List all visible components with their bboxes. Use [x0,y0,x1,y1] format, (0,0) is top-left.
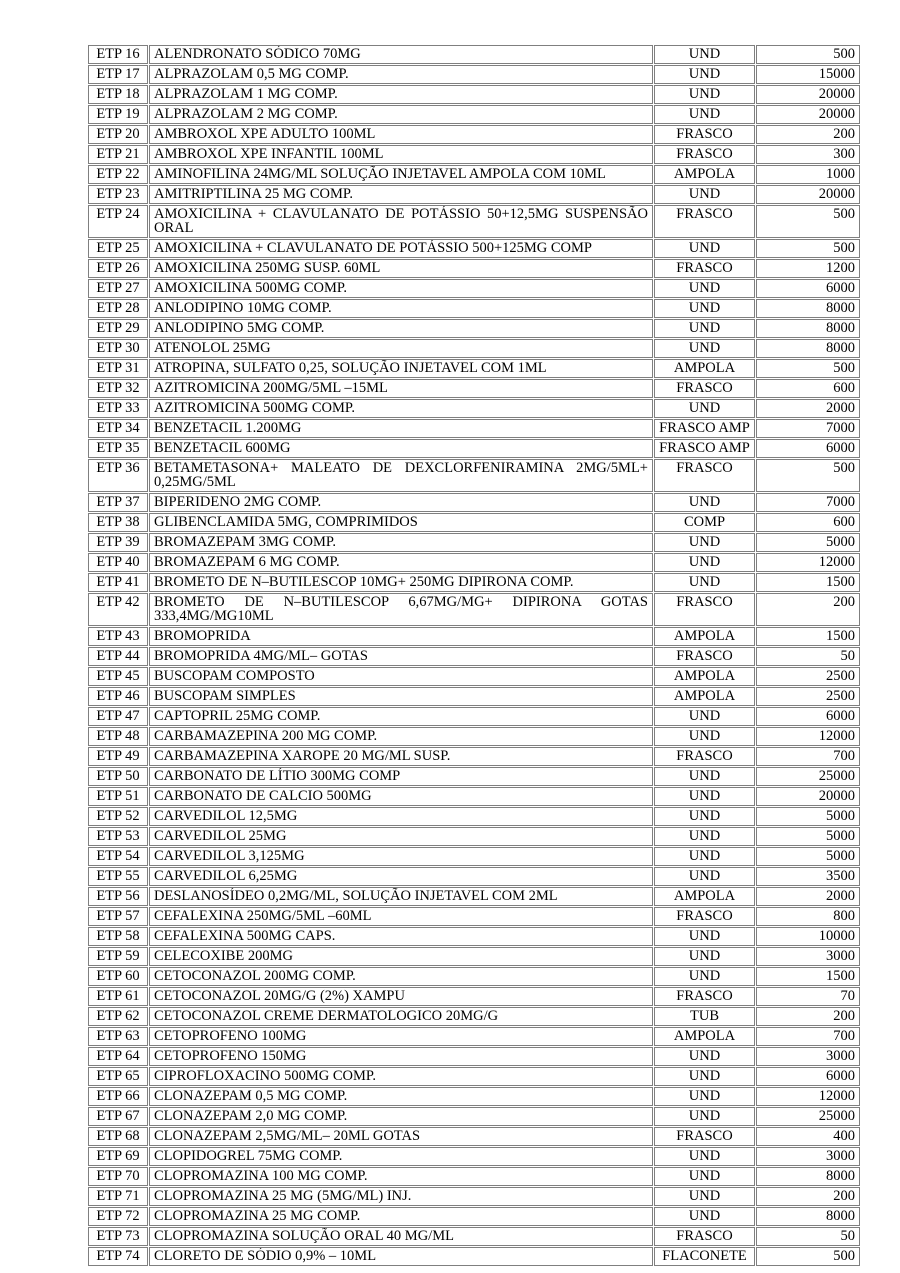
item-unit-cell: AMPOLA [654,887,755,906]
item-quantity-cell: 25000 [756,1107,860,1126]
item-description-cell: ANLODIPINO 5MG COMP. [149,319,653,338]
item-quantity-cell: 2500 [756,687,860,706]
item-description-cell: CARVEDILOL 25MG [149,827,653,846]
item-code-cell: ETP 64 [88,1047,148,1066]
item-code-cell: ETP 67 [88,1107,148,1126]
table-row [88,145,860,164]
item-code-cell: ETP 60 [88,967,148,986]
item-unit-cell: UND [654,553,755,572]
item-code-cell: ETP 68 [88,1127,148,1146]
table-row [88,513,860,532]
item-code-cell: ETP 73 [88,1227,148,1246]
table-row [88,185,860,204]
item-quantity-cell: 3000 [756,947,860,966]
item-code-cell: ETP 72 [88,1207,148,1226]
item-description-cell: BENZETACIL 600MG [149,439,653,458]
item-code-cell: ETP 70 [88,1167,148,1186]
item-unit-cell: UND [654,827,755,846]
item-unit-cell: UND [654,1047,755,1066]
item-description-cell: CETOCONAZOL 20MG/G (2%) XAMPU [149,987,653,1006]
item-code-cell: ETP 71 [88,1187,148,1206]
item-unit-cell: FRASCO [654,907,755,926]
table-row [88,967,860,986]
item-description-cell: AMBROXOL XPE INFANTIL 100ML [149,145,653,164]
item-quantity-cell: 5000 [756,827,860,846]
item-quantity-cell: 8000 [756,299,860,318]
table-row [88,647,860,666]
item-unit-cell: FLACONETE [654,1247,755,1266]
item-description-cell: CARBONATO DE LÍTIO 300MG COMP [149,767,653,786]
item-quantity-cell: 200 [756,593,860,626]
item-description-cell: CETOPROFENO 150MG [149,1047,653,1066]
table-row [88,65,860,84]
item-quantity-cell: 20000 [756,185,860,204]
item-description-cell: AMOXICILINA + CLAVULANATO DE POTÁSSIO 500+125MG COMP [149,239,653,258]
item-quantity-cell: 3500 [756,867,860,886]
table-row [88,239,860,258]
item-unit-cell: UND [654,399,755,418]
table-row [88,45,860,64]
table-row [88,593,860,626]
item-description-cell: BIPERIDENO 2MG COMP. [149,493,653,512]
item-quantity-cell: 20000 [756,85,860,104]
item-unit-cell: UND [654,45,755,64]
item-description-cell: CARBONATO DE CALCIO 500MG [149,787,653,806]
item-code-cell: ETP 28 [88,299,148,318]
item-unit-cell: UND [654,493,755,512]
item-unit-cell: FRASCO [654,259,755,278]
item-unit-cell: FRASCO [654,379,755,398]
item-quantity-cell: 2500 [756,667,860,686]
table-row [88,259,860,278]
table-row [88,1007,860,1026]
item-description-cell: CETOCONAZOL 200MG COMP. [149,967,653,986]
item-code-cell: ETP 52 [88,807,148,826]
item-unit-cell: AMPOLA [654,165,755,184]
item-quantity-cell: 500 [756,45,860,64]
item-code-cell: ETP 38 [88,513,148,532]
item-unit-cell: UND [654,339,755,358]
item-unit-cell: UND [654,967,755,986]
table-row [88,105,860,124]
item-code-cell: ETP 61 [88,987,148,1006]
item-code-cell: ETP 53 [88,827,148,846]
item-description-cell: CIPROFLOXACINO 500MG COMP. [149,1067,653,1086]
item-code-cell: ETP 19 [88,105,148,124]
item-code-cell: ETP 48 [88,727,148,746]
item-quantity-cell: 15000 [756,65,860,84]
item-quantity-cell: 600 [756,513,860,532]
item-unit-cell: UND [654,807,755,826]
item-unit-cell: AMPOLA [654,1027,755,1046]
item-unit-cell: UND [654,1067,755,1086]
item-description-cell: ATENOLOL 25MG [149,339,653,358]
item-quantity-cell: 800 [756,907,860,926]
table-row [88,553,860,572]
item-code-cell: ETP 69 [88,1147,148,1166]
table-row [88,379,860,398]
item-unit-cell: UND [654,299,755,318]
item-unit-cell: UND [654,185,755,204]
item-description-cell: BROMOPRIDA [149,627,653,646]
item-quantity-cell: 8000 [756,339,860,358]
item-description-cell: ANLODIPINO 10MG COMP. [149,299,653,318]
item-unit-cell: UND [654,707,755,726]
item-quantity-cell: 8000 [756,319,860,338]
table-row [88,987,860,1006]
item-unit-cell: FRASCO [654,125,755,144]
table-row [88,85,860,104]
item-description-cell: CLOPROMAZINA SOLUÇÃO ORAL 40 MG/ML [149,1227,653,1246]
item-code-cell: ETP 24 [88,205,148,238]
item-quantity-cell: 7000 [756,419,860,438]
item-quantity-cell: 500 [756,1247,860,1266]
item-quantity-cell: 1000 [756,165,860,184]
item-unit-cell: UND [654,1107,755,1126]
item-description-cell: GLIBENCLAMIDA 5MG, COMPRIMIDOS [149,513,653,532]
item-code-cell: ETP 62 [88,1007,148,1026]
item-description-cell: ALPRAZOLAM 1 MG COMP. [149,85,653,104]
table-row [88,573,860,592]
item-code-cell: ETP 17 [88,65,148,84]
table-row [88,165,860,184]
item-description-cell: CLONAZEPAM 2,0 MG COMP. [149,1107,653,1126]
item-quantity-cell: 5000 [756,807,860,826]
item-code-cell: ETP 50 [88,767,148,786]
table-row [88,927,860,946]
item-unit-cell: AMPOLA [654,687,755,706]
item-code-cell: ETP 49 [88,747,148,766]
item-description-cell: ATROPINA, SULFATO 0,25, SOLUÇÃO INJETAVEL COM 1ML [149,359,653,378]
item-quantity-cell: 50 [756,1227,860,1246]
item-unit-cell: COMP [654,513,755,532]
item-code-cell: ETP 34 [88,419,148,438]
item-code-cell: ETP 23 [88,185,148,204]
item-description-cell: BENZETACIL 1.200MG [149,419,653,438]
item-quantity-cell: 2000 [756,399,860,418]
item-code-cell: ETP 20 [88,125,148,144]
item-unit-cell: AMPOLA [654,627,755,646]
item-description-cell: ALENDRONATO SÓDICO 70MG [149,45,653,64]
item-description-cell: CLOPROMAZINA 100 MG COMP. [149,1167,653,1186]
item-unit-cell: UND [654,787,755,806]
item-description-cell: AZITROMICINA 200MG/5ML –15ML [149,379,653,398]
item-description-cell: AMITRIPTILINA 25 MG COMP. [149,185,653,204]
item-quantity-cell: 200 [756,1007,860,1026]
item-unit-cell: FRASCO [654,1227,755,1246]
table-row [88,1107,860,1126]
table-row [88,787,860,806]
item-code-cell: ETP 63 [88,1027,148,1046]
item-unit-cell: FRASCO [654,647,755,666]
item-quantity-cell: 3000 [756,1147,860,1166]
item-code-cell: ETP 27 [88,279,148,298]
item-description-cell: CARBAMAZEPINA 200 MG COMP. [149,727,653,746]
table-row [88,125,860,144]
item-quantity-cell: 300 [756,145,860,164]
item-description-cell: DESLANOSÍDEO 0,2MG/ML, SOLUÇÃO INJETAVEL COM 2ML [149,887,653,906]
medication-items-table [87,44,861,1267]
item-quantity-cell: 700 [756,1027,860,1046]
item-unit-cell: FRASCO AMP [654,419,755,438]
item-code-cell: ETP 42 [88,593,148,626]
item-quantity-cell: 5000 [756,847,860,866]
item-description-cell: AMINOFILINA 24MG/ML SOLUÇÃO INJETAVEL AMPOLA COM 10ML [149,165,653,184]
item-description-cell: AMBROXOL XPE ADULTO 100ML [149,125,653,144]
table-row [88,1127,860,1146]
item-unit-cell: UND [654,927,755,946]
item-unit-cell: AMPOLA [654,359,755,378]
item-description-cell: AMOXICILINA 250MG SUSP. 60ML [149,259,653,278]
item-description-cell: CLOPIDOGREL 75MG COMP. [149,1147,653,1166]
item-code-cell: ETP 25 [88,239,148,258]
table-row [88,279,860,298]
table-row [88,767,860,786]
item-quantity-cell: 1500 [756,627,860,646]
item-quantity-cell: 2000 [756,887,860,906]
item-code-cell: ETP 29 [88,319,148,338]
item-quantity-cell: 70 [756,987,860,1006]
item-unit-cell: UND [654,767,755,786]
item-quantity-cell: 1200 [756,259,860,278]
item-description-cell: CLORETO DE SÓDIO 0,9% – 10ML [149,1247,653,1266]
item-quantity-cell: 7000 [756,493,860,512]
item-description-cell: CAPTOPRIL 25MG COMP. [149,707,653,726]
item-code-cell: ETP 59 [88,947,148,966]
item-quantity-cell: 700 [756,747,860,766]
item-description-cell: BROMAZEPAM 6 MG COMP. [149,553,653,572]
item-description-cell: CARVEDILOL 6,25MG [149,867,653,886]
item-code-cell: ETP 43 [88,627,148,646]
table-row [88,459,860,492]
item-unit-cell: UND [654,1147,755,1166]
item-description-cell: CARBAMAZEPINA XAROPE 20 MG/ML SUSP. [149,747,653,766]
item-unit-cell: UND [654,279,755,298]
item-code-cell: ETP 32 [88,379,148,398]
table-row [88,399,860,418]
item-code-cell: ETP 37 [88,493,148,512]
item-code-cell: ETP 41 [88,573,148,592]
item-unit-cell: UND [654,1087,755,1106]
item-quantity-cell: 1500 [756,573,860,592]
item-unit-cell: FRASCO [654,593,755,626]
item-code-cell: ETP 55 [88,867,148,886]
table-row [88,867,860,886]
item-code-cell: ETP 26 [88,259,148,278]
item-unit-cell: UND [654,85,755,104]
item-unit-cell: UND [654,65,755,84]
item-unit-cell: FRASCO [654,145,755,164]
table-row [88,627,860,646]
item-quantity-cell: 6000 [756,1067,860,1086]
item-description-cell: AMOXICILINA 500MG COMP. [149,279,653,298]
item-description-cell: CETOPROFENO 100MG [149,1027,653,1046]
item-code-cell: ETP 45 [88,667,148,686]
item-unit-cell: AMPOLA [654,667,755,686]
table-row [88,1087,860,1106]
item-quantity-cell: 600 [756,379,860,398]
item-quantity-cell: 12000 [756,1087,860,1106]
item-quantity-cell: 500 [756,359,860,378]
item-quantity-cell: 500 [756,239,860,258]
item-description-cell: CLOPROMAZINA 25 MG (5MG/ML) INJ. [149,1187,653,1206]
item-unit-cell: FRASCO [654,747,755,766]
table-row [88,847,860,866]
table-row [88,1207,860,1226]
item-code-cell: ETP 66 [88,1087,148,1106]
item-unit-cell: UND [654,1207,755,1226]
item-code-cell: ETP 65 [88,1067,148,1086]
item-description-cell: AZITROMICINA 500MG COMP. [149,399,653,418]
item-unit-cell: UND [654,867,755,886]
item-description-cell: CLONAZEPAM 2,5MG/ML– 20ML GOTAS [149,1127,653,1146]
item-unit-cell: FRASCO [654,205,755,238]
item-description-cell: BUSCOPAM COMPOSTO [149,667,653,686]
item-unit-cell: FRASCO [654,987,755,1006]
item-unit-cell: TUB [654,1007,755,1026]
item-code-cell: ETP 58 [88,927,148,946]
item-unit-cell: UND [654,105,755,124]
item-unit-cell: UND [654,573,755,592]
item-quantity-cell: 1500 [756,967,860,986]
table-row [88,1187,860,1206]
item-code-cell: ETP 44 [88,647,148,666]
table-row [88,419,860,438]
item-quantity-cell: 50 [756,647,860,666]
item-quantity-cell: 200 [756,1187,860,1206]
item-code-cell: ETP 21 [88,145,148,164]
item-quantity-cell: 400 [756,1127,860,1146]
item-quantity-cell: 6000 [756,279,860,298]
medication-table-body [88,45,860,1266]
item-quantity-cell: 6000 [756,707,860,726]
item-quantity-cell: 10000 [756,927,860,946]
item-unit-cell: UND [654,1187,755,1206]
table-row [88,947,860,966]
item-description-cell: CELECOXIBE 200MG [149,947,653,966]
item-code-cell: ETP 51 [88,787,148,806]
item-code-cell: ETP 31 [88,359,148,378]
item-description-cell: BETAMETASONA+ MALEATO DE DEXCLORFENIRAMINA 2MG/5ML+ 0,25MG/5ML [149,459,653,492]
item-quantity-cell: 6000 [756,439,860,458]
table-row [88,493,860,512]
table-row [88,533,860,552]
item-code-cell: ETP 57 [88,907,148,926]
item-unit-cell: UND [654,947,755,966]
item-code-cell: ETP 30 [88,339,148,358]
table-row [88,359,860,378]
item-code-cell: ETP 16 [88,45,148,64]
item-quantity-cell: 8000 [756,1167,860,1186]
item-code-cell: ETP 47 [88,707,148,726]
item-description-cell: AMOXICILINA + CLAVULANATO DE POTÁSSIO 50+12,5MG SUSPENSÃO ORAL [149,205,653,238]
item-description-cell: ALPRAZOLAM 2 MG COMP. [149,105,653,124]
item-unit-cell: FRASCO [654,1127,755,1146]
table-row [88,887,860,906]
table-row [88,747,860,766]
item-code-cell: ETP 46 [88,687,148,706]
table-row [88,907,860,926]
table-row [88,339,860,358]
item-quantity-cell: 500 [756,459,860,492]
table-row [88,1247,860,1266]
item-quantity-cell: 5000 [756,533,860,552]
item-quantity-cell: 12000 [756,553,860,572]
item-description-cell: CLONAZEPAM 0,5 MG COMP. [149,1087,653,1106]
table-row [88,687,860,706]
table-row [88,1147,860,1166]
item-description-cell: BROMAZEPAM 3MG COMP. [149,533,653,552]
item-description-cell: CEFALEXINA 500MG CAPS. [149,927,653,946]
item-description-cell: BROMETO DE N–BUTILESCOP 10MG+ 250MG DIPIRONA COMP. [149,573,653,592]
item-unit-cell: UND [654,727,755,746]
item-code-cell: ETP 54 [88,847,148,866]
item-code-cell: ETP 36 [88,459,148,492]
item-code-cell: ETP 40 [88,553,148,572]
table-row [88,1167,860,1186]
item-unit-cell: UND [654,319,755,338]
table-row [88,439,860,458]
item-quantity-cell: 3000 [756,1047,860,1066]
item-quantity-cell: 20000 [756,105,860,124]
table-row [88,319,860,338]
item-description-cell: BUSCOPAM SIMPLES [149,687,653,706]
table-row [88,1047,860,1066]
item-quantity-cell: 8000 [756,1207,860,1226]
table-row [88,807,860,826]
table-row [88,707,860,726]
item-code-cell: ETP 18 [88,85,148,104]
item-description-cell: CLOPROMAZINA 25 MG COMP. [149,1207,653,1226]
item-quantity-cell: 25000 [756,767,860,786]
item-unit-cell: UND [654,1167,755,1186]
table-row [88,1227,860,1246]
item-unit-cell: FRASCO AMP [654,439,755,458]
table-row [88,1027,860,1046]
table-row [88,1067,860,1086]
item-description-cell: ALPRAZOLAM 0,5 MG COMP. [149,65,653,84]
item-description-cell: CARVEDILOL 3,125MG [149,847,653,866]
table-row [88,299,860,318]
item-description-cell: BROMOPRIDA 4MG/ML– GOTAS [149,647,653,666]
item-unit-cell: UND [654,533,755,552]
table-row [88,727,860,746]
item-unit-cell: UND [654,239,755,258]
table-row [88,827,860,846]
item-description-cell: CEFALEXINA 250MG/5ML –60ML [149,907,653,926]
table-row [88,205,860,238]
item-description-cell: CETOCONAZOL CREME DERMATOLOGICO 20MG/G [149,1007,653,1026]
item-description-cell: CARVEDILOL 12,5MG [149,807,653,826]
item-description-cell: BROMETO DE N–BUTILESCOP 6,67MG/MG+ DIPIRONA GOTAS 333,4MG/MG10ML [149,593,653,626]
item-quantity-cell: 200 [756,125,860,144]
item-quantity-cell: 20000 [756,787,860,806]
item-code-cell: ETP 35 [88,439,148,458]
item-code-cell: ETP 22 [88,165,148,184]
item-unit-cell: UND [654,847,755,866]
item-unit-cell: FRASCO [654,459,755,492]
item-code-cell: ETP 33 [88,399,148,418]
item-quantity-cell: 12000 [756,727,860,746]
item-code-cell: ETP 39 [88,533,148,552]
table-row [88,667,860,686]
item-quantity-cell: 500 [756,205,860,238]
item-code-cell: ETP 56 [88,887,148,906]
item-code-cell: ETP 74 [88,1247,148,1266]
